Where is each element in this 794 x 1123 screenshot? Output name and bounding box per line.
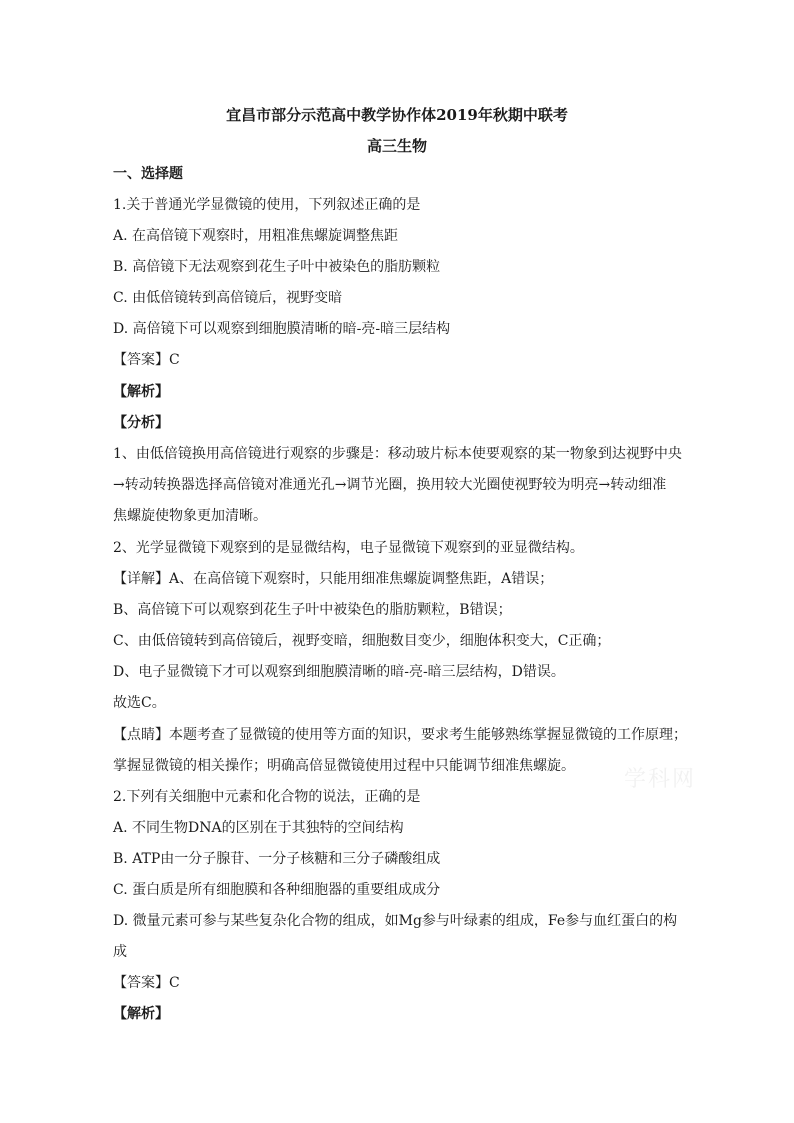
text-line: D. 微量元素可参与某些复杂化合物的组成，如Mg参与叶绿素的组成，Fe参与血红蛋白的构 [113,913,678,929]
document-title: 宜昌市部分示范高中教学协作体2019年秋期中联考 [226,106,568,124]
text-line: 1、由低倍镜换用高倍镜进行观察的步骤是：移动玻片标本使要观察的某一物象到达视野中央 [113,446,682,462]
text-line: D. 高倍镜下可以观察到细胞膜清晰的暗-亮-暗三层结构 [113,321,451,337]
section-heading: 一、选择题 [113,166,183,182]
watermark-logo: 学科网 [624,767,697,792]
document-subtitle: 高三生物 [366,137,427,155]
text-line: A. 不同生物DNA的区别在于其独特的空间结构 [113,820,404,836]
text-line: B. 高倍镜下无法观察到花生子叶中被染色的脂肪颗粒 [113,259,441,275]
text-line: 【点睛】本题考查了显微镜的使用等方面的知识，要求考生能够熟练掌握显微镜的工作原理； [113,727,687,743]
text-line: 2、光学显微镜下观察到的是显微结构，电子显微镜下观察到的亚显微结构。 [113,540,584,556]
text-line: 【答案】C [113,352,180,368]
text-line: B、高倍镜下可以观察到花生子叶中被染色的脂肪颗粒，B错误； [113,602,512,618]
text-line: C. 由低倍镜转到高倍镜后，视野变暗 [113,290,343,306]
text-line: →转动转换器选择高倍镜对准通光孔→调节光圈，换用较大光圈使视野较为明亮→转动细准 [113,477,667,493]
text-line: 【答案】C [113,975,180,991]
text-line: 1.关于普通光学显微镜的使用，下列叙述正确的是 [113,197,421,213]
text-line: D、电子显微镜下才可以观察到细胞膜清晰的暗-亮-暗三层结构，D错误。 [113,664,565,680]
text-line: 【解析】 [113,1006,169,1022]
text-line: B. ATP由一分子腺苷、一分子核糖和三分子磷酸组成 [113,851,441,867]
text-line: 成 [113,944,127,960]
text-line: 焦螺旋使物象更加清晰。 [113,508,267,524]
text-line: C. 蛋白质是所有细胞膜和各种细胞器的重要组成成分 [113,882,441,898]
text-line: 掌握显微镜的相关操作；明确高倍显微镜使用过程中只能调节细准焦螺旋。 [113,758,575,774]
text-line: 【详解】A、在高倍镜下观察时，只能用细准焦螺旋调整焦距，A错误； [113,571,554,587]
text-line: 【分析】 [113,415,169,431]
text-line: C、由低倍镜转到高倍镜后，视野变暗，细胞数目变少，细胞体积变大，C正确； [113,633,611,649]
text-line: 2.下列有关细胞中元素和化合物的说法，正确的是 [113,789,421,805]
text-line: 【解析】 [113,384,169,400]
text-line: 故选C。 [113,695,166,711]
text-line: A. 在高倍镜下观察时，用粗准焦螺旋调整焦距 [113,228,399,244]
